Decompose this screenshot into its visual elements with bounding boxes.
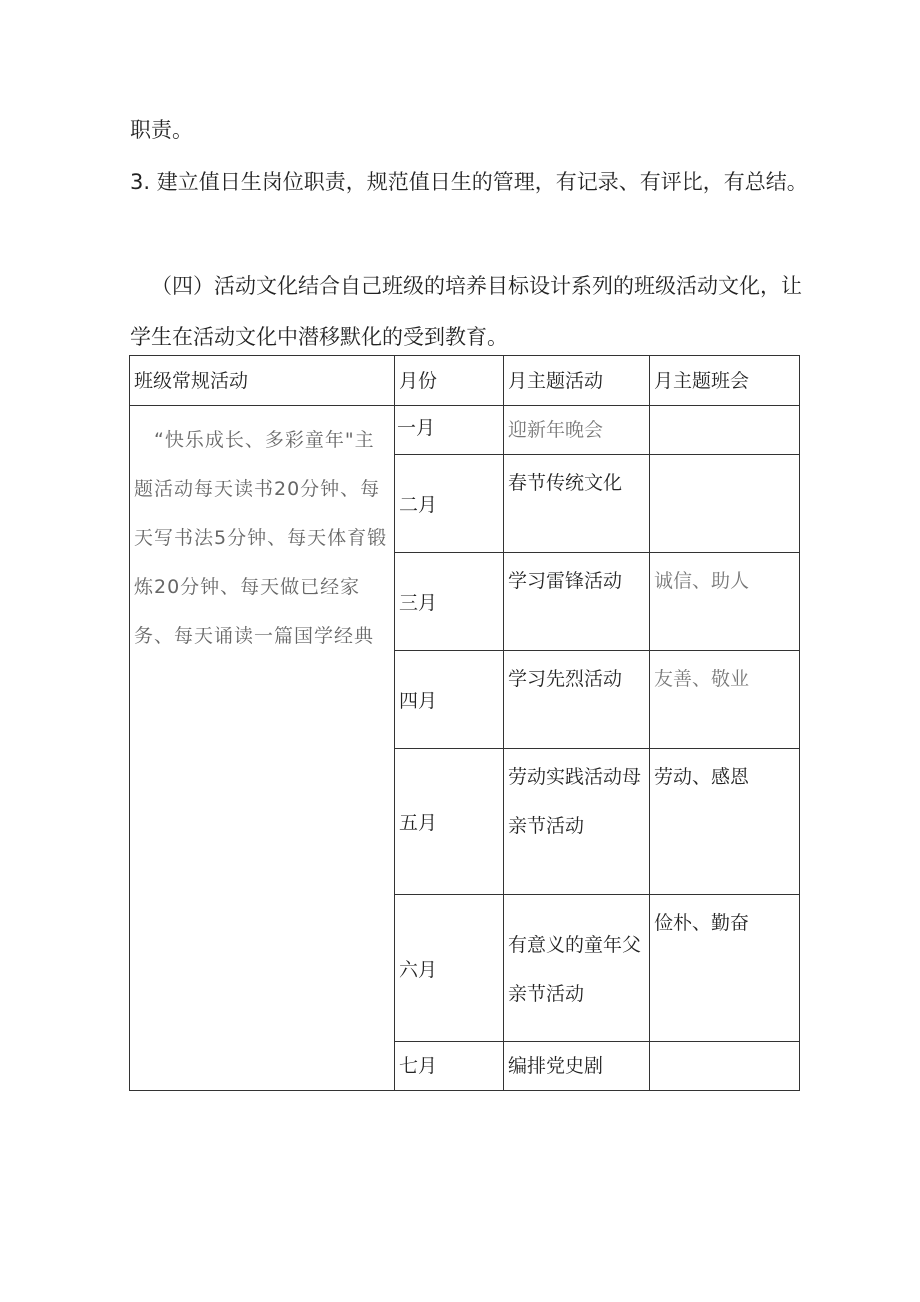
meeting-cell: 诚信、助人 [650, 553, 800, 651]
paragraph-activity-culture: （四）活动文化结合自己班级的培养目标设计系列的班级活动文化，让学生在活动文化中潜移默化的受到教育。 [130, 274, 802, 349]
header-meeting: 月主题班会 [650, 356, 800, 406]
month-cell: 五月 [395, 749, 504, 895]
meeting-cell: 俭朴、勤奋 [650, 895, 800, 1042]
header-activity: 月主题活动 [504, 356, 650, 406]
meeting-cell [650, 455, 800, 553]
table-header-row [130, 356, 800, 406]
month-cell: 七月 [395, 1042, 504, 1091]
activity-cell: 迎新年晚会 [504, 406, 650, 455]
paragraph-duties-end: 职责。 [130, 118, 193, 142]
activity-table [129, 355, 800, 1091]
month-cell: 三月 [395, 553, 504, 651]
header-month: 月份 [395, 356, 504, 406]
activity-cell: 春节传统文化 [504, 455, 650, 553]
meeting-cell [650, 1042, 800, 1091]
meeting-cell: 劳动、感恩 [650, 749, 800, 895]
month-cell: 一月 [395, 406, 504, 455]
month-cell: 二月 [395, 455, 504, 553]
activity-cell: 有意义的童年父亲节活动 [504, 895, 650, 1042]
activity-cell: 学习先烈活动 [504, 651, 650, 749]
paragraph-duty-student: 3. 建立值日生岗位职责，规范值日生的管理，有记录、有评比，有总结。 [130, 170, 808, 194]
meeting-cell [650, 406, 800, 455]
activity-cell: 编排党史剧 [504, 1042, 650, 1091]
month-cell: 六月 [395, 895, 504, 1042]
table-row [130, 406, 800, 455]
month-cell: 四月 [395, 651, 504, 749]
activity-cell: 学习雷锋活动 [504, 553, 650, 651]
header-routine: 班级常规活动 [130, 356, 395, 406]
meeting-cell: 友善、敬业 [650, 651, 800, 749]
activity-cell: 劳动实践活动母亲节活动 [504, 749, 650, 895]
routine-cell: “快乐成长、多彩童年"主题活动每天读书20分钟、每天写书法5分钟、每天体育锻炼20分钟、每天做已经家务、每天诵读一篇国学经典 [130, 406, 395, 1091]
